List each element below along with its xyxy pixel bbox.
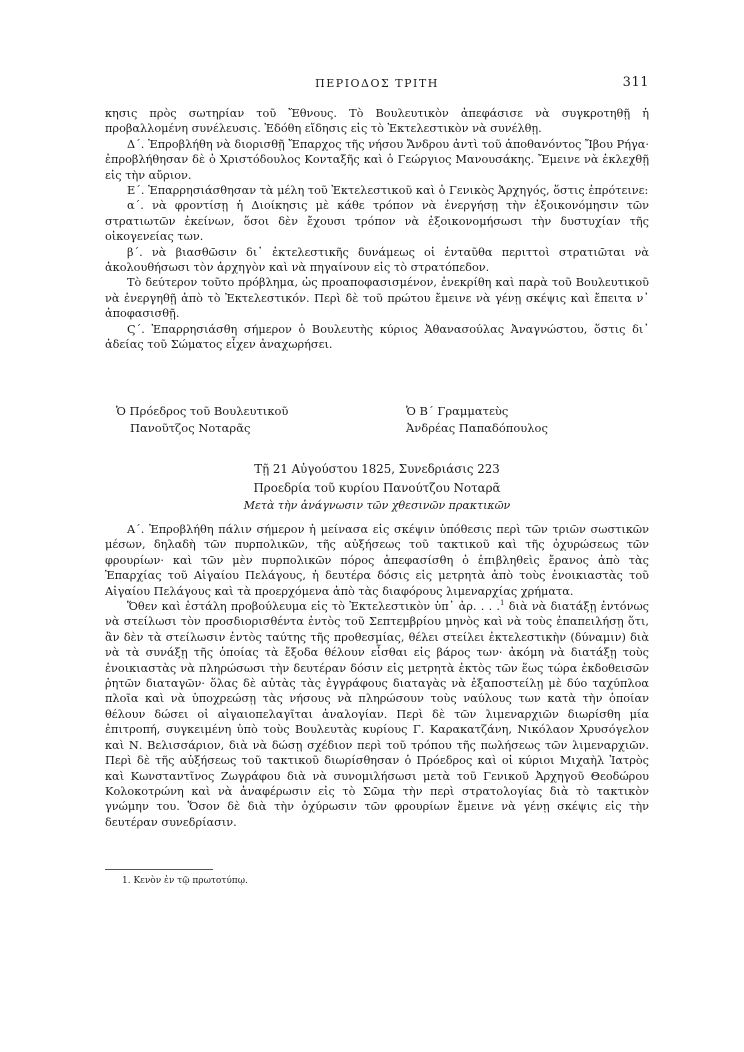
running-title: ΠΕΡΙΟΔΟΣ ΤΡΙΤΗ: [315, 77, 439, 90]
signature-role: Ὁ Πρόεδρος τοῦ Βουλευτικοῦ: [116, 404, 289, 418]
minutes-block-2: [105, 522, 649, 830]
session-presidency: Προεδρία τοῦ κυρίου Πανούτζου Νοταρᾶ: [253, 480, 501, 495]
session-date-line: Τῇ 21 Αὐγούστου 1825, Συνεδριάσις 223: [254, 462, 500, 476]
signature-secretary: [406, 403, 548, 437]
page-number: 311: [622, 75, 649, 90]
footnote-marker: 1: [500, 599, 505, 608]
paragraph-text: Ὅθεν καὶ ἐστάλη προβούλευμα εἰς τὸ Ἐκτελεστικὸν ὑπ᾽ ἀρ. . . .: [127, 600, 501, 614]
paragraph: α΄. νὰ φροντίσῃ ἡ Διοίκησις μὲ κάθε τρόπον νὰ ἐνεργήσῃ τὴν ἐξοικονόμησιν τῶν στρατιωτῶν ἐκείνων, ὅσοι δὲν ἔχουσι τρόπον νὰ ἐξοικονομήσωσι τὴν δυστυχίαν τῆς οἰκογενείας των.: [105, 199, 649, 244]
paragraph: Ε΄. Ἐπαρρησιάσθησαν τὰ μέλη τοῦ Ἐκτελεστικοῦ καὶ ὁ Γενικὸς Ἀρχηγός, ὅστις ἐπρότεινε:: [127, 184, 649, 198]
footnote-rule: [105, 869, 213, 870]
session-heading: [105, 460, 649, 516]
paragraph: Δ΄. Ἐπροβλήθη νὰ διορισθῇ Ἔπαρχος τῆς νήσου Ἄνδρου ἀντὶ τοῦ ἀποθανόντος Ἴβου Ρήγα· ἐπροβλήθησαν δὲ ὁ Χριστόδουλος Κονταξῆς καὶ ὁ Γεώργιος Μανουσάκης. Ἔμεινε νὰ ἐκλεχθῇ εἰς τὴν αὔριον.: [105, 137, 649, 182]
signature-name: Ἀνδρέας Παπαδόπουλος: [406, 421, 548, 435]
signature-president: [116, 403, 288, 437]
minutes-block-1: [105, 106, 649, 353]
paragraph: Ϛ΄. Ἐπαρρησιάσθη σήμερον ὁ Βουλευτὴς κύριος Ἀθανασούλας Ἀναγνώστου, ὅστις δι᾽ ἀδείας τοῦ Σώματος εἶχεν ἀναχωρήσει.: [105, 322, 649, 352]
paragraph: Τὸ δεύτερον τοῦτο πρόβλημα, ὡς προαποφασισμένον, ἐνεκρίθη καὶ παρὰ τοῦ Βουλευτικοῦ νὰ ἐνεργηθῇ ἀπὸ τὸ Ἐκτελεστικόν. Περὶ δὲ τοῦ πρώτου ἔμεινε νὰ γένῃ σκέψις καὶ ἔπειτα ν᾽ ἀποφασισθῇ.: [105, 276, 649, 321]
session-subtitle: Μετὰ τὴν ἀνάγνωσιν τῶν χθεσινῶν πρακτικῶν: [243, 499, 511, 512]
signature-name: Πανοῦτζος Νοταρᾶς: [130, 421, 251, 435]
signature-role: Ὁ Β΄ Γραμματεὺς: [406, 404, 509, 418]
paragraph: β΄. νὰ βιασθῶσιν δι᾽ ἐκτελεστικῆς δυνάμεως οἱ ἐνταῦθα περιττοὶ στρατιῶται νὰ ἀκολουθήσωσι τὸν ἀρχηγὸν καὶ νὰ πηγαίνουν εἰς τὸ στρατόπεδον.: [105, 245, 649, 275]
paragraph: κησις πρὸς σωτηρίαν τοῦ Ἔθνους. Τὸ Βουλευτικὸν ἀπεφάσισε νὰ συγκροτηθῇ ἡ προβαλλομένη συνέλευσις. Ἐδόθη εἴδησις εἰς τὸ Ἐκτελεστικὸν νὰ συνέλθῃ.: [105, 107, 649, 136]
paragraph: [105, 599, 649, 830]
paragraph-text: διὰ νὰ διατάξῃ ἐντόνως νὰ στείλωσι τὸν προσδιορισθέντα ἐντὸς τοῦ Σεπτεμβρίου μηνὸς καὶ νὰ τοὺς ἐπαπειλήσῃ ὅτι, ἂν δὲν τὰ στείλωσιν ἐντὸς ταύτης τῆς προθεσμίας, θέλει στείλει ἐκτελεστικὴν (δύναμιν) διὰ νὰ τὰ συνάξῃ τῆς ὁποίας τὰ ἔξοδα θέλουν εἶσθαι εἰς βάρος των· ἀκόμη νὰ διατάξῃ τοὺς ἐνοικιαστὰς νὰ πληρώσωσι τὴν δευτέραν δόσιν εἰς μετρητὰ ἐκτὸς τῶν ἕως τώρα ἐκδοθεισῶν ῥητῶν διαταγῶν· ὅλας δὲ αὐτὰς τὰς ἐγγράφους διαταγὰς νὰ ἐξαποστείλῃ μὲ δύο ταχύπλοα πλοῖα καὶ νὰ ὑποχρεώσῃ τὰς νήσους νὰ πληρώσουν τοὺς ναύλους των κατὰ τὴν ὁποίαν θέλουν δώσει οἱ αἰγαιοπελαγῖται ἀναλογίαν. Περὶ δὲ τῶν λιμεναρχιῶν διωρίσθη μία ἐπιτροπή, συγκειμένη ὑπὸ τοὺς Βουλευτὰς κυρίους Γ. Καρακατζάνη, Νικόλαον Χρυσόγελον καὶ Ν. Βελισσάριον, διὰ νὰ δώσῃ σχέδιον περὶ τοῦ τρόπου τῆς πωλήσεως τῶν λιμεναρχιῶν. Περὶ δὲ τῆς αὐξήσεως τοῦ τακτικοῦ διωρίσθησαν ὁ Πρόεδρος καὶ οἱ κύριοι Μιχαὴλ Ἰατρὸς καὶ Κωνσταντῖνος Ζωγράφου διὰ νὰ συνομιλήσωσι μετὰ τοῦ Γενικοῦ Ἀρχηγοῦ Θεοδώρου Κολοκοτρώνη καὶ νὰ ἀναφέρωσιν εἰς τὸ Σῶμα τὴν περὶ στρατολογίας διὰ τὸ τακτικὸν γνώμην του. Ὅσον δὲ διὰ τὴν ὀχύρωσιν τῶν φρουρίων ἔμεινε νὰ γένῃ σκέψις εἰς τὴν δευτέραν συνεδρίασιν.: [105, 600, 649, 829]
footnote: 1. Κενὸν ἐν τῷ πρωτοτύπῳ.: [122, 876, 248, 886]
paragraph: Α΄. Ἐπροβλήθη πάλιν σήμερον ἡ μείνασα εἰς σκέψιν ὑπόθεσις περὶ τῶν τριῶν σωστικῶν μέσων, δηλαδὴ τῶν πυρπολικῶν, τῆς αὐξήσεως τοῦ τακτικοῦ καὶ τῆς ὀχυρώσεως τῶν φρουρίων· καὶ τῶν μὲν πυρπολικῶν πόρος ἀπεφασίσθη ὁ ἐπιβληθεὶς ἔρανος ἀπὸ τὰς Ἐπαρχίας τοῦ Αἰγαίου Πελάγους, ἡ δευτέρα δόσις εἰς μετρητὰ ἀπὸ τοὺς ἐνοικιαστὰς τοῦ Αἰγαίου Πελάγους καὶ τὰ προερχόμενα ἀπὸ τὰς διαφόρους λιμεναρχίας χρήματα.: [105, 523, 649, 598]
